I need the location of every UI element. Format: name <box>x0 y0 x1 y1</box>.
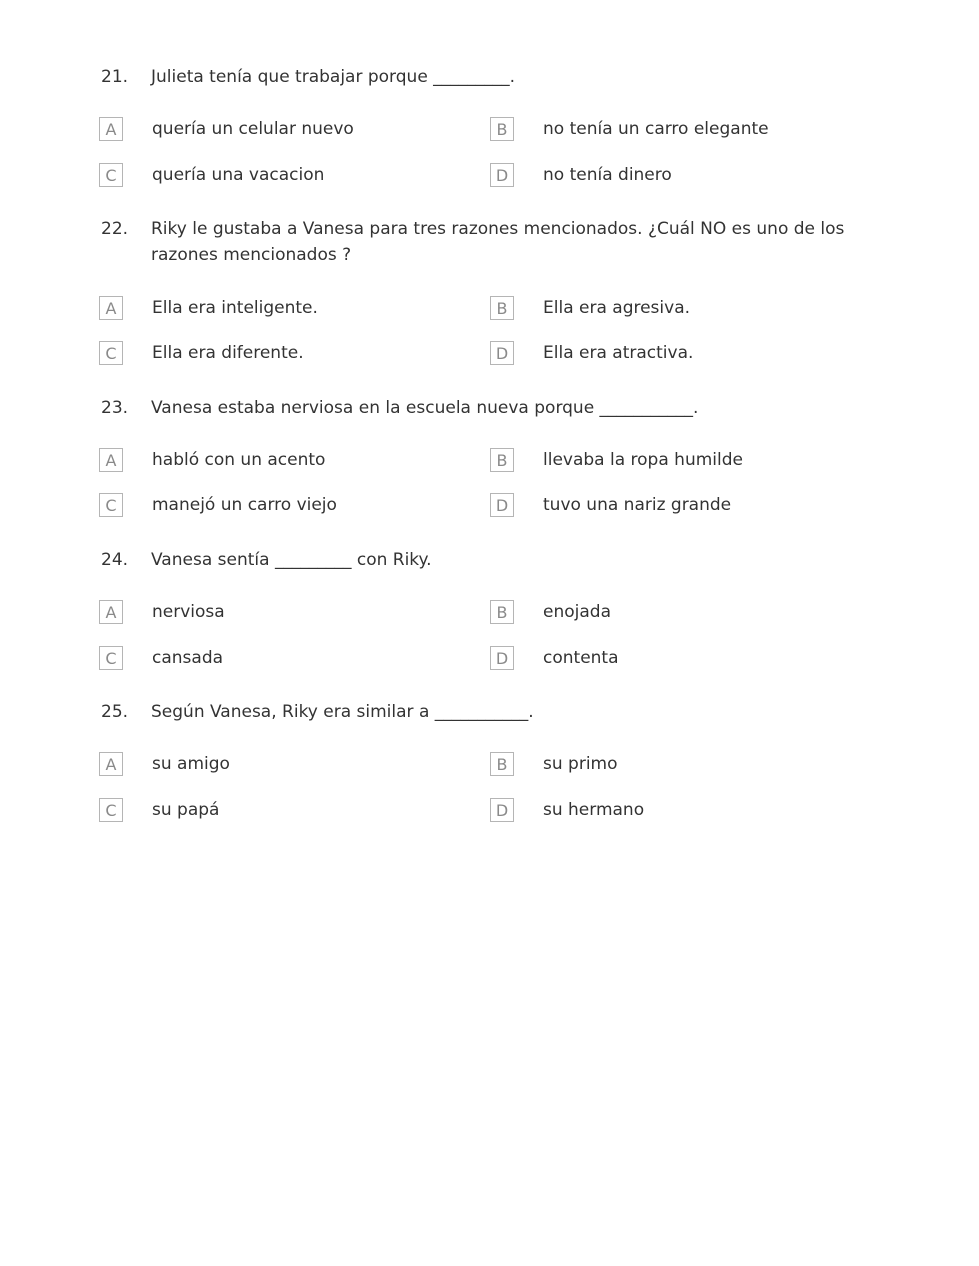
option-text: manejó un carro viejo <box>152 495 337 515</box>
option-letter-box[interactable]: D <box>490 163 514 187</box>
option-text: Ella era atractiva. <box>543 343 694 363</box>
option-text: tuvo una nariz grande <box>543 495 732 515</box>
option-letter-box[interactable]: A <box>99 296 123 320</box>
option-text: quería un celular nuevo <box>152 119 354 139</box>
option-letter-box[interactable]: D <box>490 646 514 670</box>
option-letter-box[interactable]: C <box>99 493 123 517</box>
option-text: Ella era inteligente. <box>152 298 318 318</box>
option-text: contenta <box>543 648 619 668</box>
option-text: habló con un acento <box>152 450 326 470</box>
option-text: cansada <box>152 648 224 668</box>
question-number: 23. <box>101 398 129 418</box>
option-letter-box[interactable]: A <box>99 600 123 624</box>
option-letter-box[interactable]: B <box>490 752 514 776</box>
option-text: Ella era agresiva. <box>543 298 691 318</box>
option-text: enojada <box>543 602 611 622</box>
option-letter-box[interactable]: B <box>490 117 514 141</box>
question-text: Según Vanesa, Riky era similar a ___________. <box>151 702 534 722</box>
option-letter-box[interactable]: D <box>490 493 514 517</box>
option-letter-box[interactable]: B <box>490 600 514 624</box>
option-letter-box[interactable]: A <box>99 448 123 472</box>
question-number: 22. <box>101 219 129 239</box>
option-text: no tenía un carro elegante <box>543 119 769 139</box>
question-text: Vanesa sentía _________ con Riky. <box>151 550 432 570</box>
option-text: su papá <box>152 800 220 820</box>
option-letter-box[interactable]: B <box>490 448 514 472</box>
question-number: 21. <box>101 67 129 87</box>
option-text: su primo <box>543 754 618 774</box>
option-letter-box[interactable]: A <box>99 117 123 141</box>
option-letter-box[interactable]: C <box>99 163 123 187</box>
question-text: Riky le gustaba a Vanesa para tres razones mencionados. ¿Cuál NO es uno de los razones mencionados ? <box>151 219 845 265</box>
question-number: 25. <box>101 702 129 722</box>
option-letter-box[interactable]: A <box>99 752 123 776</box>
option-letter-box[interactable]: D <box>490 341 514 365</box>
option-letter-box[interactable]: C <box>99 798 123 822</box>
option-letter-box[interactable]: C <box>99 646 123 670</box>
option-text: llevaba la ropa humilde <box>543 450 743 470</box>
option-text: quería una vacacion <box>152 165 325 185</box>
option-text: Ella era diferente. <box>152 343 304 363</box>
option-text: no tenía dinero <box>543 165 672 185</box>
question-number: 24. <box>101 550 129 570</box>
option-letter-box[interactable]: C <box>99 341 123 365</box>
question-text: Vanesa estaba nerviosa en la escuela nueva porque ___________. <box>151 398 699 418</box>
option-letter-box[interactable]: B <box>490 296 514 320</box>
question-text: Julieta tenía que trabajar porque _________. <box>151 67 516 87</box>
option-text: su hermano <box>543 800 645 820</box>
option-letter-box[interactable]: D <box>490 798 514 822</box>
option-text: su amigo <box>152 754 230 774</box>
option-text: nerviosa <box>152 602 225 622</box>
